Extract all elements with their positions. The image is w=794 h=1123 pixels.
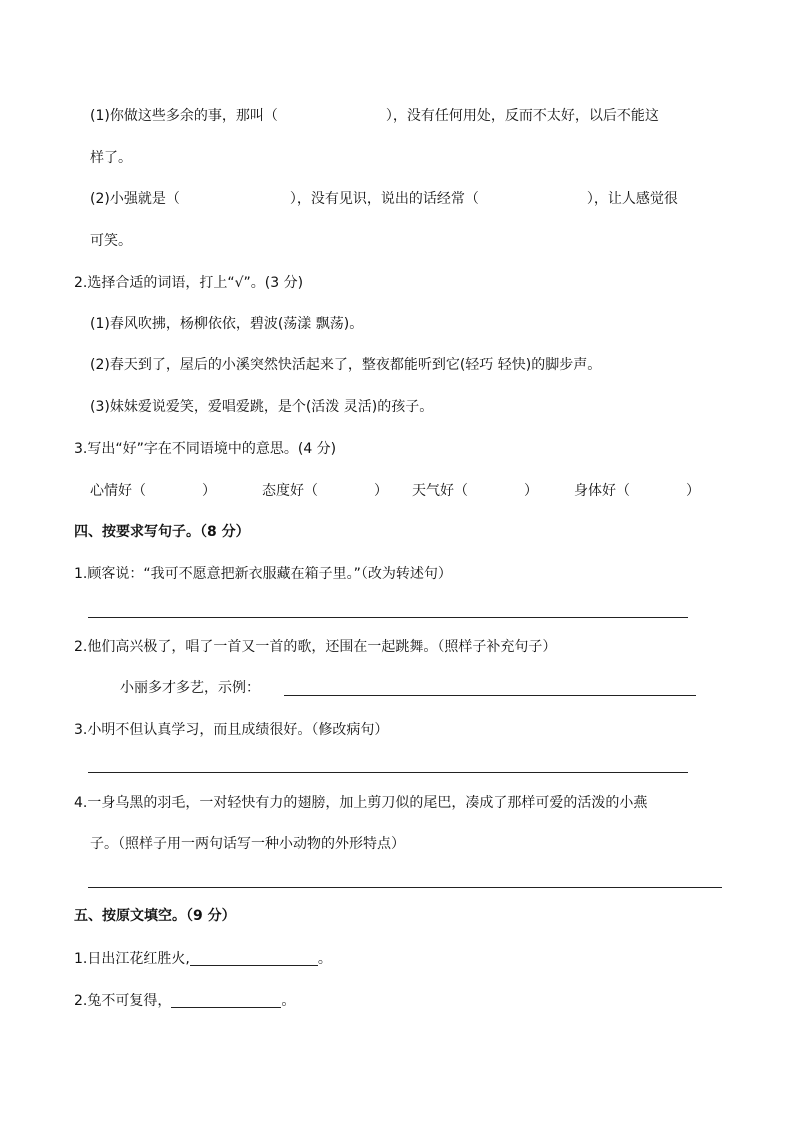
question-4-3: 3.小明不但认真学习，而且成绩很好。（修改病句）	[74, 722, 389, 738]
question-5-2	[74, 991, 295, 1011]
item-close: ）	[202, 483, 216, 499]
q-text: 2.兔不可复得，	[74, 993, 172, 1009]
question-5-1	[74, 949, 332, 969]
q-text: 样了。	[90, 150, 132, 166]
item-label: 身体好（	[574, 483, 630, 499]
q-text: 。	[317, 951, 332, 967]
question-4-4-cont: 子。（照样子用一两句话写一种小动物的外形特点）	[90, 836, 405, 852]
item-close: ）	[686, 483, 700, 499]
question-4-4: 4.一身乌黑的羽毛，一对轻快有力的翅膀，加上剪刀似的尾巴，凑成了那样可爱的活泼的小燕	[74, 795, 648, 811]
answer-line-4-1[interactable]	[88, 617, 688, 618]
item-label: 心情好（	[90, 483, 146, 499]
question-4-2-example	[120, 678, 260, 698]
question-3-2-item-3: (3)妹妹爱说爱笑，爱唱爱跳，是个(活泼 灵活)的孩子。	[90, 399, 434, 415]
example-label: 小丽多才多艺，示例：	[120, 680, 260, 696]
question-3-1-1	[90, 106, 659, 126]
q-text: 。	[281, 993, 296, 1009]
q-text: ），让人感觉很	[586, 191, 678, 207]
item-label: 天气好（	[412, 483, 468, 499]
answer-line-4-2[interactable]	[284, 695, 696, 696]
question-3-2-item-1: (1)春风吹拂，杨柳依依，碧波(荡漾 飘荡)。	[90, 316, 364, 332]
question-3-1-2	[90, 189, 678, 209]
q-text: 1.日出江花红胜火,	[74, 951, 190, 967]
q-text: (1)你做这些多余的事，那叫（	[90, 108, 278, 124]
item-label: 态度好（	[262, 483, 318, 499]
question-3-1-1-cont	[90, 148, 132, 168]
q-text: ），没有见识，说出的话经常（	[289, 191, 479, 207]
answer-line-4-4[interactable]	[88, 887, 722, 888]
q-text: 可笑。	[90, 233, 132, 249]
answer-line-4-3[interactable]	[88, 772, 688, 773]
answer-blank[interactable]	[171, 993, 281, 1008]
question-3-3-title: 3.写出“好”字在不同语境中的意思。(4 分)	[74, 441, 337, 457]
question-3-3-items	[90, 481, 700, 501]
q-text: ），没有任何用处，反而不太好，以后不能这	[385, 108, 659, 124]
section-5-title: 五、按原文填空。（9 分）	[74, 908, 236, 924]
item-close: ）	[374, 483, 388, 499]
question-3-2-item-2: (2)春天到了，屋后的小溪突然快活起来了，整夜都能听到它(轻巧 轻快)的脚步声。	[90, 357, 602, 373]
item-close: ）	[524, 483, 538, 499]
q-text: (2)小强就是（	[90, 191, 180, 207]
section-4-title: 四、按要求写句子。（8 分）	[74, 524, 250, 540]
answer-blank[interactable]	[190, 951, 318, 966]
question-3-2-title: 2.选择合适的词语，打上“√”。(3 分)	[74, 275, 304, 291]
question-3-1-2-cont	[90, 231, 132, 251]
question-4-1: 1.顾客说：“我可不愿意把新衣服藏在箱子里。”（改为转述句）	[74, 566, 452, 582]
question-4-2: 2.他们高兴极了，唱了一首又一首的歌，还围在一起跳舞。（照样子补充句子）	[74, 639, 557, 655]
